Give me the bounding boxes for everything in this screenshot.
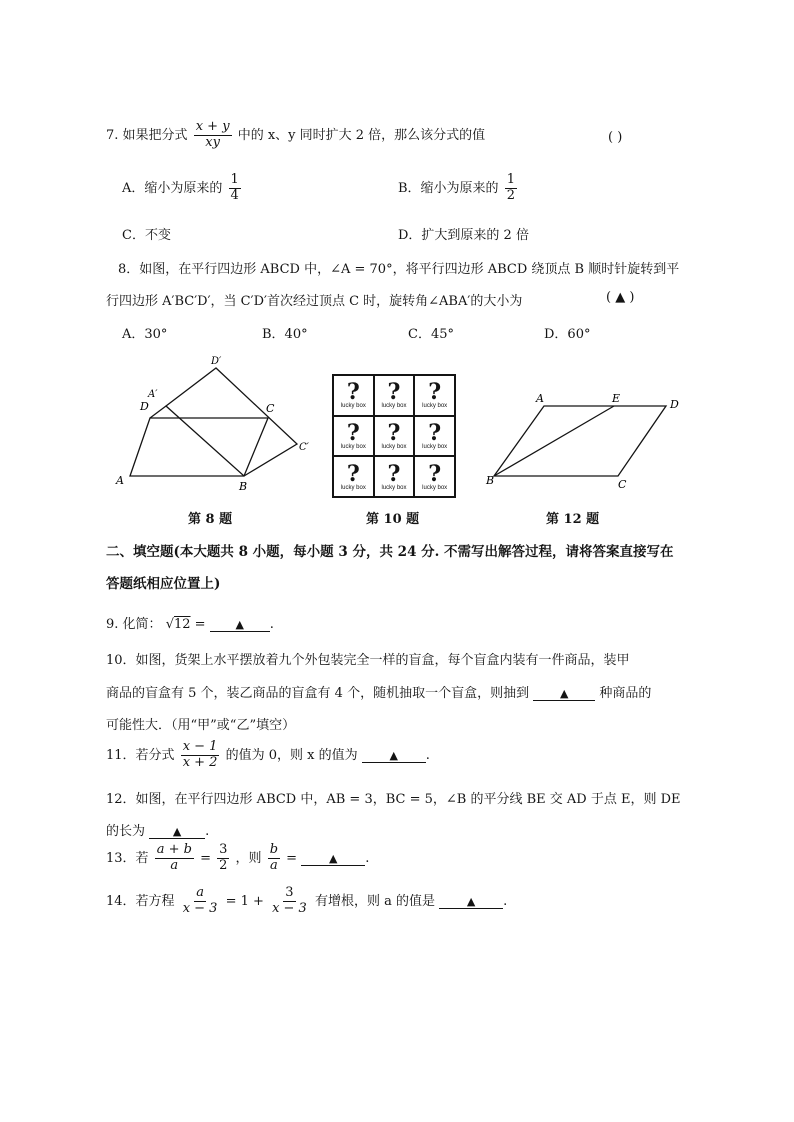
q14-frac-2-num: 3	[285, 885, 294, 900]
lucky-box	[333, 375, 374, 416]
q7-option-b-den: 2	[506, 187, 515, 203]
q13-frac-1-num: a + b	[156, 842, 192, 857]
q7-fraction	[194, 120, 232, 151]
q7-option-c: C．不变	[122, 228, 171, 243]
q14-pre: 14．若方程	[106, 893, 175, 909]
q13-fraction-1	[155, 843, 194, 874]
q14-frac-1-den: x − 3	[182, 900, 218, 916]
lucky-box	[333, 416, 374, 457]
q13-fraction-3	[268, 843, 280, 874]
parallelogram-a1bc1d1	[166, 368, 297, 476]
box-label: lucky box	[340, 443, 366, 450]
q12-line-2	[106, 820, 209, 839]
box-label: lucky box	[422, 403, 448, 410]
q7-option-a-den: 4	[230, 187, 239, 203]
fig12-label-b: B	[486, 474, 495, 487]
q13-mid: ，则	[235, 850, 262, 866]
q7-option-a-num: 1	[230, 172, 239, 187]
question-mark: ?	[428, 419, 442, 446]
q13-end: .	[365, 850, 370, 866]
sqrt-sign: √	[165, 617, 174, 632]
q14-fraction-1	[181, 886, 220, 917]
q13-pre: 13．若	[106, 850, 149, 866]
q13-frac-1-den: a	[170, 857, 179, 873]
q13-fraction-2	[217, 843, 229, 874]
q9	[106, 613, 274, 632]
question-mark: ?	[346, 460, 360, 487]
fig8-label-c-prime: C′	[299, 442, 309, 453]
q7-option-a-frac	[229, 173, 241, 204]
q13-equals-2: =	[286, 850, 298, 866]
q13-frac-2-num: 3	[219, 842, 228, 857]
q13-equals-1: =	[200, 850, 211, 866]
q7-post: 中的 x、y 同时扩大 2 倍，那么该分式的值	[237, 127, 486, 143]
q7-frac-den: xy	[205, 134, 220, 150]
q10-line-1: 10．如图，货架上水平摆放着九个外包装完全一样的盲盒，每个盲盒内装有一件商品，装甲	[106, 653, 630, 668]
question-mark: ?	[387, 460, 401, 487]
q8-answer-paren: ( ▲ )	[606, 290, 635, 305]
question-mark: ?	[346, 419, 360, 446]
box-label: lucky box	[422, 484, 448, 491]
fig8-label-d: D	[140, 400, 149, 413]
q9-end: .	[269, 617, 274, 632]
q7-pre: 如果把分式	[122, 127, 188, 143]
question-mark: ?	[346, 379, 360, 406]
q7-option-a	[122, 173, 243, 204]
figure-8-caption: 第 8 题	[188, 512, 233, 527]
q8-option-c: C．45°	[408, 327, 454, 342]
q7-answer-paren: ( )	[608, 130, 623, 145]
segment-dc	[150, 406, 166, 418]
lucky-box	[374, 375, 415, 416]
q14	[106, 886, 507, 917]
question-mark: ?	[428, 460, 442, 487]
figure-12-diagram	[484, 388, 694, 498]
fig12-label-d: D	[670, 398, 679, 411]
q14-post: 有增根，则 a 的值是	[314, 893, 435, 909]
q8-line-2: 行四边形 A′BC′D′，当 C′D′首次经过顶点 C 时，旋转角∠ABA′的大小为	[106, 294, 523, 309]
q12-line-2-pre: 的长为	[106, 824, 146, 839]
q9-radicand: 12	[173, 617, 191, 632]
fig12-label-a: A	[536, 392, 544, 405]
q9-answer-blank[interactable]: ▲	[210, 618, 270, 632]
q8-option-b: B．40°	[262, 327, 308, 342]
q10-line-2-pre: 商品的盲盒有 5 个，装乙商品的盲盒有 4 个，随机抽取一个盲盒，则抽到	[106, 686, 530, 701]
box-label: lucky box	[381, 484, 407, 491]
parallelogram-abcd	[494, 406, 666, 476]
q13-frac-3-den: a	[269, 857, 278, 873]
lucky-box	[414, 416, 455, 457]
fig8-label-c: C	[266, 402, 275, 415]
lucky-box	[414, 456, 455, 497]
q14-frac-1-num: a	[196, 885, 204, 900]
lucky-box	[374, 456, 415, 497]
question-mark: ?	[387, 419, 401, 446]
q11-fraction	[181, 740, 220, 771]
q10-line-3: 可能性大．（用“甲”或“乙”填空）	[106, 718, 296, 733]
fig8-label-a-prime: A′	[148, 389, 158, 400]
q7-number: 7.	[106, 127, 119, 143]
q13-frac-2-den: 2	[219, 857, 228, 873]
q14-end: .	[503, 893, 508, 909]
q11-pre: 11．若分式	[106, 747, 175, 763]
figure-10-shelf	[332, 374, 456, 498]
q7-option-d: D．扩大到原来的 2 倍	[398, 228, 529, 243]
q14-frac-2-den: x − 3	[272, 900, 307, 916]
q8-line-1: 8．如图，在平行四边形 ABCD 中，∠A = 70°，将平行四边形 ABCD 绕顶点 B 顺时针旋转到平	[118, 262, 680, 277]
question-mark: ?	[387, 379, 401, 406]
q11-frac-den: x + 2	[182, 754, 218, 770]
box-label: lucky box	[381, 403, 407, 410]
q7-option-a-text: A．缩小为原来的	[122, 180, 223, 196]
box-label: lucky box	[381, 443, 407, 450]
q11-post: 的值为 0，则 x 的值为	[225, 747, 358, 763]
fig8-label-b: B	[239, 480, 248, 492]
question-mark: ?	[428, 379, 442, 406]
q11	[106, 740, 430, 771]
q7-option-b-frac	[505, 173, 517, 204]
q11-answer-blank[interactable]: ▲	[362, 749, 426, 763]
fig8-label-d-prime: D′	[211, 356, 222, 367]
fig12-label-c: C	[618, 478, 627, 491]
lucky-box	[333, 456, 374, 497]
q9-equals: =	[194, 617, 206, 632]
q10-answer-blank[interactable]: ▲	[533, 687, 595, 701]
figure-10-caption: 第 10 题	[366, 512, 420, 527]
figure-12-caption: 第 12 题	[546, 512, 600, 527]
lucky-box	[414, 375, 455, 416]
q8-option-a: A．30°	[122, 327, 168, 342]
box-label: lucky box	[340, 403, 366, 410]
q7-frac-num: x + y	[195, 119, 230, 134]
q7-option-b-text: B．缩小为原来的	[398, 180, 499, 196]
lucky-box	[374, 416, 415, 457]
box-label: lucky box	[422, 443, 448, 450]
q13-answer-blank[interactable]: ▲	[301, 852, 365, 866]
q12-answer-blank[interactable]: ▲	[149, 825, 205, 839]
q8-option-d: D．60°	[544, 327, 591, 342]
q12-end: .	[205, 824, 210, 839]
figure-8-diagram	[110, 352, 320, 492]
q7-option-b-num: 1	[506, 172, 515, 187]
parallelogram-abcd	[130, 418, 268, 476]
q11-end: .	[425, 747, 430, 763]
box-label: lucky box	[340, 484, 366, 491]
q14-answer-blank[interactable]: ▲	[439, 895, 503, 909]
section-2-header-line-2: 答题纸相应位置上)	[106, 576, 221, 592]
q7-option-b	[398, 173, 519, 204]
q11-frac-num: x − 1	[182, 739, 218, 754]
q10-line-2-post: 种商品的	[599, 686, 652, 701]
q14-fraction-2	[270, 886, 309, 917]
q13-frac-3-num: b	[269, 842, 279, 857]
q12-line-1: 12．如图，在平行四边形 ABCD 中，AB = 3，BC = 5，∠B 的平分线 BE 交 AD 于点 E，则 DE	[106, 792, 681, 807]
section-2-header-line-1: 二、填空题(本大题共 8 小题，每小题 3 分，共 24 分. 不需写出解答过程，请将答案直接写在	[106, 544, 674, 560]
fig12-label-e: E	[612, 392, 621, 405]
q7-stem	[106, 120, 485, 151]
fig8-label-a: A	[116, 474, 124, 487]
q9-pre: 9. 化简：	[106, 617, 162, 632]
q13	[106, 843, 369, 874]
q10-line-2	[106, 682, 651, 701]
q14-mid: = 1 +	[225, 893, 264, 909]
segment-be	[494, 406, 614, 476]
